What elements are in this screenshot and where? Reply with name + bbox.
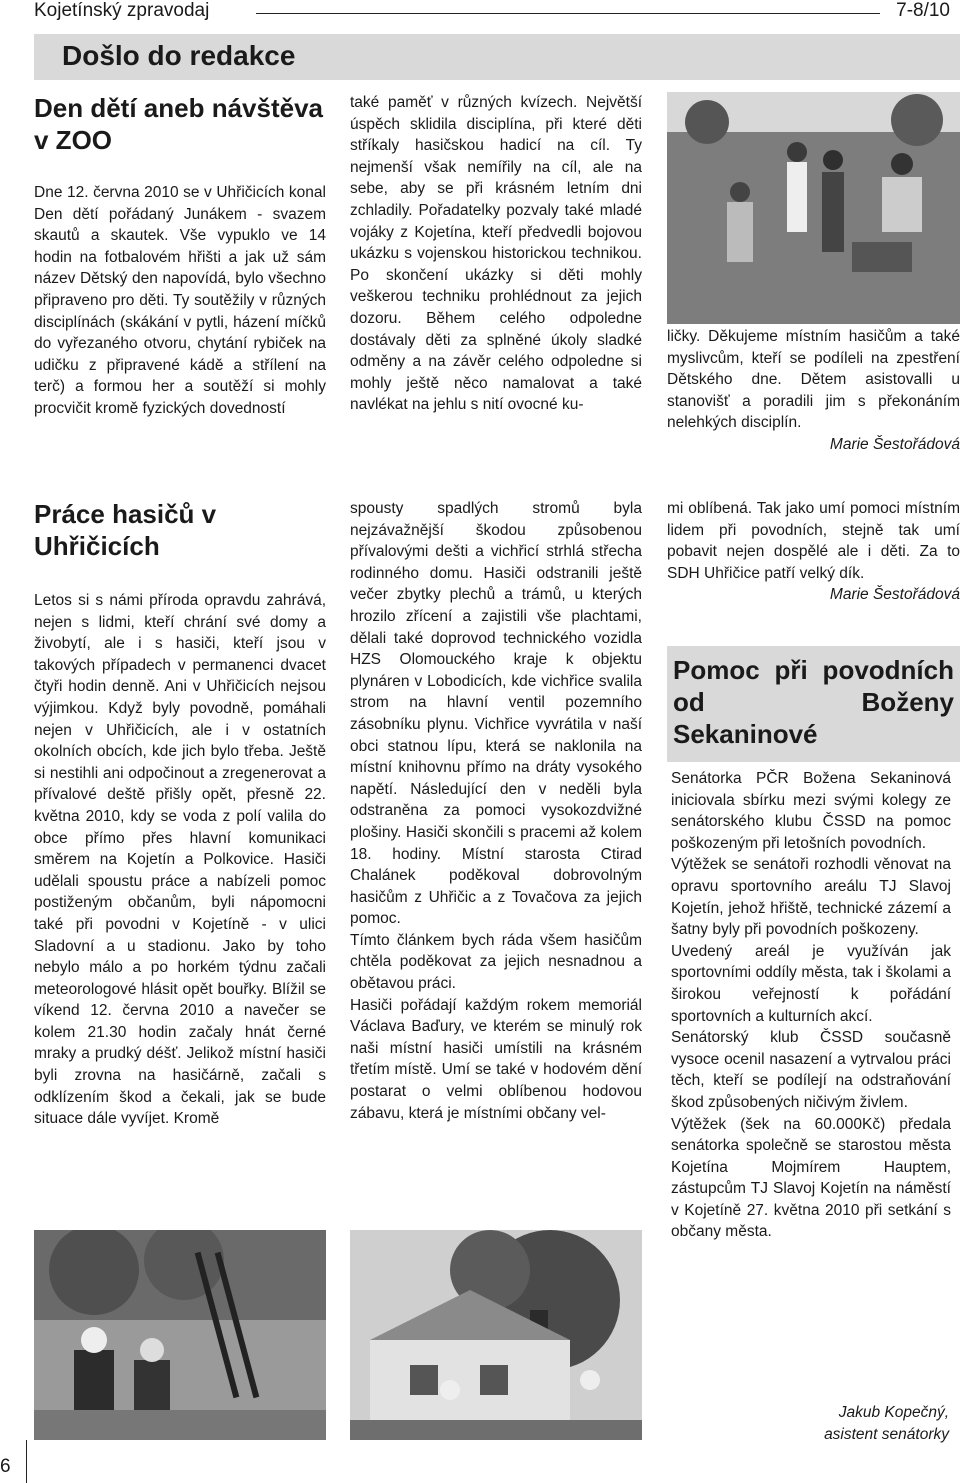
article1-col2 [350,92,642,416]
publication-title: Kojetínský zpravodaj [34,0,210,21]
article2-col1 [34,590,326,1130]
photo-childrens-day-image [667,92,960,324]
article1-col1-text: Dne 12. června 2010 se v Uhřičicích konal Den dětí pořádaný Junákem - svazem skautů a skautek. Vše vypuklo ve 14 hodin na fotbalovém hřišti a jak už sám název Dětský den napovídá, bylo všechno připraveno pro děti. Ty soutěžily v různých disciplínách (skákání v pytli, házení míčků do vyřezaného otvoru, chytání rybiček na udičku z připravené kádě a střílení na terč) a formou her a soutěží si mohly procvičit kromě fyzických dovedností [34,184,326,417]
article1-col3-text: ličky. Děkujeme místním hasičům a také myslivcům, kteří se podíleli na zpestření Dětského dne. Dětem asistovalli u stanovišť a poradili jim s překonáním nelehkých disciplín. [667,328,960,432]
article3-signature-name: Jakub Kopečný, [838,1404,949,1421]
page-number: 6 [0,1456,11,1477]
article2-col2-memorial: Hasiči pořádají každým rokem memoriál Václava Baďury, ve kterém se minulý rok naši místní hasiči umístili na krásném třetím místě. Umí se také v hodovém dění postarat o velmi oblíbenou hodovou zábavu, která je místními občany vel- [350,996,642,1122]
article2-title: Práce hasičů v Uhřičicích [34,499,217,561]
article3-title: Pomoc při povodních od Boženy Sekaninové [673,655,954,749]
photo-tree-on-library-image [350,1230,642,1440]
article2-signature: Marie Šestořádová [829,586,960,604]
photo-firefighters-ladder [34,1230,326,1440]
header-rule [256,13,880,14]
article3-p2: Výtěžek se senátoři rozhodli věnovat na opravu sportovního areálu TJ Slavoj Kojetín, jehož hřiště, technické zázemí a šatny byly při povodních poškozeny. [671,856,951,939]
photo-childrens-day [667,92,960,324]
article3-p1: Senátorka PČR Božena Sekaninová iniciovala sbírku mezi svými kolegy ze senátorského klubu ČSSD na pomoc poškozeným při letošních povodních. [671,770,951,852]
article3-p3: Uvedený areál je využíván jak sportovními oddíly města, tak i školami a širokou veřejností k pořádání sportovních a kulturních akcí. [671,942,951,1025]
article3-body [671,768,951,1243]
article2-col2 [350,498,642,1124]
article2-col3-text: mi oblíbená. Tak jako umí pomoci místním lidem při povodních, stejně tak umí pobavit nejen dospělé ale i děti. Za to SDH Uhřičice patří velký dík. [667,500,960,582]
article1-signature: Marie Šestořádová [829,435,960,453]
article2-col2-text: spousty spadlých stromů byla nejzávažnější škodou způsobenou přívalovými dešti a vichřicí strhlá střecha rodinného domu. Hasiči odstranili ještě večer zbytky plechů a trámů, u kterých hrozilo zřícení a zajistili vše plachtami, dělali také doprovod technického vozidla HZS Olomouckého kraje k objektu plynáren v Lobodicích, kde vichřice svalila strom na hlavní ventil pozemního zásobníku plynu. Vichřice vyvrátila v naší obci statnou lípu, která se naklonila na místní knihovnu přímo na dráty vysokého napětí. Následující den v neděli byla odstraněna za pomoci vysokozdvižné plošiny. Hasiči skončili s pracemi až kolem 18. hodiny. Místní starosta Ctirad Chalánek poděkoval dobrovolným hasičům z Uhřičic a z Tovačova za jejich pomoc. [350,500,642,928]
section-title: Došlo do redakce [62,40,296,71]
article1-title: Den dětí aneb návštěva v ZOO [34,93,323,155]
issue-number: 7-8/10 [896,0,950,21]
article3-signature-role: asistent senátorky [824,1425,949,1443]
article2-col3 [667,498,960,606]
article3-p5: Výtěžek (šek na 60.000Kč) předala senátorka společně se starostou města Kojetína Mojmírem Hauptem, zástupcům TJ Slavoj Kojetín na náměstí v Kojetíně 27. května 2010 při setkání s občany města. [671,1115,951,1241]
article2-col1-text: Letos si s námi příroda opravdu zahrává, nejen s lidmi, kteří chrání své domy a živobytí, ale i s hasiči, kteří jsou v takových případech v permanenci dvacet čtyři hodin denně. Ani v Uhřičicích nejsou výjimkou. Když byly povodně, pomáhali nejen v Uhřičicích, ale i v ostatních okolních obcích, kde jich bylo třeba. Ještě si nestihli ani odpočinout a zregenerovat a přívalové deště přišly opět, přesně 22. května 2010, kdy se voda z polí valila do obce přímo přes hlavní komunikaci směrem na Kojetín a Polkovice. Hasiči udělali spoustu práce a nabízeli pomoc postiženým občanům, byli nápomocni také při povodni v Kojetíně - v ulici Sladovní a u stadionu. Jako by toho nebylo málo a po horkém týdnu začali meteorologové hlásit opět bouřky. Blížil se víkend 12. června 2010 a navečer se kolem 21.30 hodin začaly hnát černé mraky a prudký déšť. Jelikož místní hasiči byli zrovna na hasičárně, začali s odklízením škod a čekali, jak se bude situace dále vyvíjet. Kromě [34,592,326,1128]
photo-firefighters-ladder-image [34,1230,326,1440]
photo-tree-on-library [350,1230,642,1440]
article1-col2-text: také paměť v různých kvízech. Největší úspěch sklidila disciplína, při které děti stříkaly hasičskou hadicí na cíl. Ty nejmenší však nemířily na cíl, ale na sebe, aby se při krásném letním dni zchladily. Pořadatelky pozvaly také mladé vojáky z Kojetína, kteří předvedli bojovou ukázku s vojenskou historickou technikou. Po skončení ukázky si děti mohly veškerou techniku prohlédnout za jejich dozoru. Během celého odpoledne dostávaly děti za splněné úkoly sladké odměny a na závěr celého odpoledne si mohly ještě něco namalovat a také navlékat na jehlu s nití ovocné ku- [350,94,642,414]
article1-col1 [34,182,326,420]
article2-col2-thanks: Tímto článkem bych ráda všem hasičům chtěla poděkovat za jejich nesnadnou a obětavou práci. [350,931,642,993]
footer-rule [26,1440,27,1483]
article3-p4: Senátorský klub ČSSD současně vysoce ocenil nasazení a vytrvalou práci těch, kteří se podílejí na odstraňování škod způsobených ničivým živlem. [671,1029,951,1111]
article1-col3 [667,326,960,456]
article3-signature [671,1402,949,1445]
